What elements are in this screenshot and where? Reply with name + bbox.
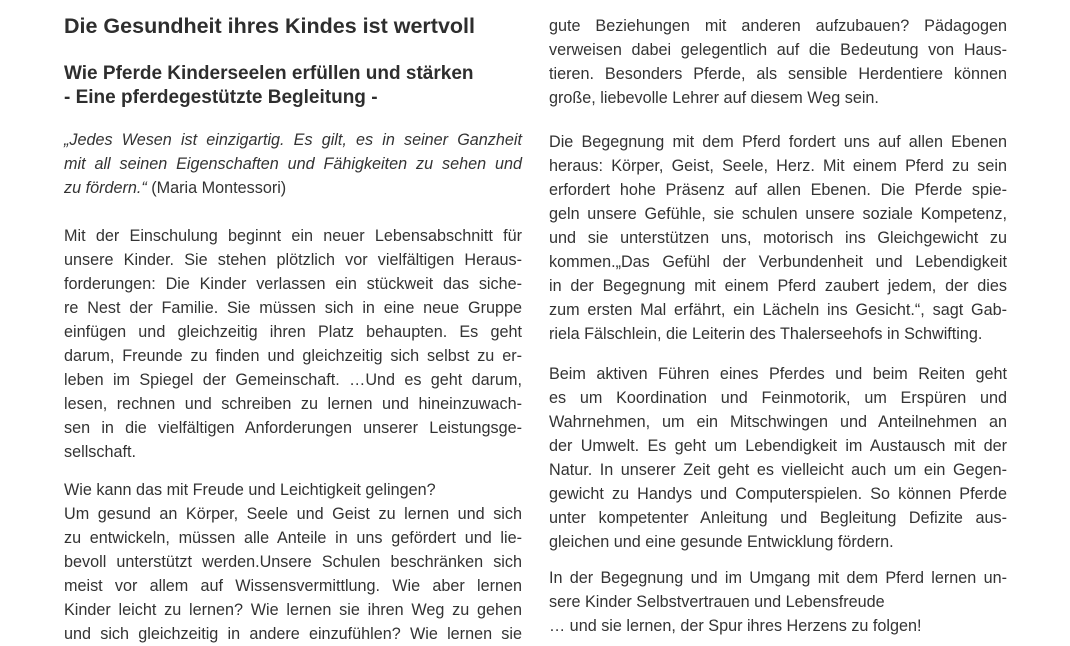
- text-line: gewicht zu Handys und Computerspielen. So können Pferde: [549, 485, 1007, 503]
- quote-line: „Jedes Wesen ist einzigartig. Es gilt, es in seiner Ganzheit: [64, 131, 522, 149]
- text-line: sere Kinder Selbstvertrauen und Lebensfreude: [549, 593, 885, 611]
- montessori-quote: [64, 128, 522, 200]
- quote-line: [64, 176, 522, 200]
- subtitle-line-2: - Eine pferdegestützte Begleitung -: [64, 87, 378, 108]
- text-line: In der Begegnung und im Umgang mit dem Pferd lernen un-: [549, 569, 1007, 587]
- quote-line: mit all seinen Eigenschaften und Fähigkeiten zu sehen und: [64, 155, 522, 173]
- text-line: … und sie lernen, der Spur ihres Herzens zu folgen!: [549, 617, 922, 635]
- page-subtitle: [64, 62, 474, 110]
- text-line: kommen.„Das Gefühl der Verbundenheit und Lebendigkeit: [549, 253, 1007, 271]
- text-line: tieren. Besonders Pferde, als sensible Herdentiere können: [549, 65, 1007, 83]
- text-line: geln unsere Gefühle, sie schulen unsere soziale Kompetenz,: [549, 205, 1007, 223]
- text-line: riela Fälschlein, die Leiterin des Thalerseehofs in Schwifting.: [549, 325, 983, 343]
- text-line: Um gesund an Körper, Seele und Geist zu lernen und sich: [64, 505, 522, 523]
- paragraph-reiten: [549, 362, 1007, 554]
- quote-author: (Maria Montessori): [146, 179, 287, 197]
- subtitle-line-1: Wie Pferde Kinderseelen erfüllen und stärken: [64, 63, 474, 84]
- text-line: unter kompetenter Anleitung und Begleitung Defizite aus-: [549, 509, 1007, 527]
- text-line: Beim aktiven Führen eines Pferdes und beim Reiten geht: [549, 365, 1007, 383]
- text-line: Mit der Einschulung beginnt ein neuer Lebensabschnitt für: [64, 227, 522, 245]
- text-line: sellschaft.: [64, 443, 136, 461]
- text-line: gleichen und eine gesunde Entwicklung fördern.: [549, 533, 894, 551]
- page-title: Die Gesundheit ihres Kindes ist wertvoll: [64, 14, 475, 38]
- text-line: meist vor allem auf Wissensvermittlung. Wie aber lernen: [64, 577, 522, 595]
- text-line: sen in die vielfältigen Anforderungen unserer Leistungsge-: [64, 419, 522, 437]
- text-line: unsere Kinder. Sie stehen plötzlich vor vielfältigen Heraus-: [64, 251, 522, 269]
- text-line: und sich gleichzeitig in andere einzufühlen? Wie lernen sie: [64, 625, 522, 643]
- text-line: in der Begegnung mit einem Pferd zaubert jedem, der dies: [549, 277, 1007, 295]
- text-line: erfordert hohe Präsenz auf allen Ebenen. Die Pferde spie-: [549, 181, 1007, 199]
- text-line: leben im Spiegel der Gemeinschaft. …Und es geht darum,: [64, 371, 522, 389]
- text-line: bevoll unterstützt werden.Unsere Schulen beschränken sich: [64, 553, 522, 571]
- text-line: es um Koordination und Feinmotorik, um Erspüren und: [549, 389, 1007, 407]
- text-line: der Umwelt. Es geht um Lebendigkeit im Austausch mit der: [549, 437, 1007, 455]
- paragraph-einschulung: [64, 224, 522, 464]
- text-line: einfügen und gleichzeitig ihren Platz behaupten. Es geht: [64, 323, 522, 341]
- text-line: zum ersten Mal erfährt, ein Lächeln ins Gesicht.“, sagt Gab-: [549, 301, 1007, 319]
- quote-text-end: zu fördern.“: [64, 179, 147, 197]
- text-line: verweisen dabei gelegentlich auf die Bedeutung von Haus-: [549, 41, 1007, 59]
- text-line: forderungen: Die Kinder verlassen ein stückweit das siche-: [64, 275, 522, 293]
- text-line: Kinder leicht zu lernen? Wie lernen sie ihren Weg zu gehen: [64, 601, 522, 619]
- paragraph-haustiere: [549, 14, 1007, 110]
- text-line: re Nest der Familie. Sie müssen sich in eine neue Gruppe: [64, 299, 522, 317]
- text-line: heraus: Körper, Geist, Seele, Herz. Mit einem Pferd zu sein: [549, 157, 1007, 175]
- text-line: Natur. In unserer Zeit geht es vielleicht auch um ein Gegen-: [549, 461, 1007, 479]
- text-line: Die Begegnung mit dem Pferd fordert uns auf allen Ebenen: [549, 133, 1007, 151]
- text-line: Wie kann das mit Freude und Leichtigkeit gelingen?: [64, 481, 436, 499]
- text-line: Wahrnehmen, um ein Mitschwingen und Anteilnehmen an: [549, 413, 1007, 431]
- text-line: gute Beziehungen mit anderen aufzubauen? Pädagogen: [549, 17, 1007, 35]
- paragraph-freude: [64, 478, 522, 646]
- paragraph-fazit: [549, 566, 1007, 638]
- text-line: große, liebevolle Lehrer auf diesem Weg sein.: [549, 89, 879, 107]
- text-line: darum, Freunde zu finden und gleichzeitig sich selbst zu er-: [64, 347, 522, 365]
- text-line: lesen, rechnen und schreiben zu lernen und hineinzuwach-: [64, 395, 522, 413]
- text-line: zu entwickeln, müssen alle Anteile in uns gefördert und lie-: [64, 529, 522, 547]
- text-line: und sie unterstützen uns, motorisch ins Gleichgewicht zu: [549, 229, 1007, 247]
- paragraph-begegnung: [549, 130, 1007, 346]
